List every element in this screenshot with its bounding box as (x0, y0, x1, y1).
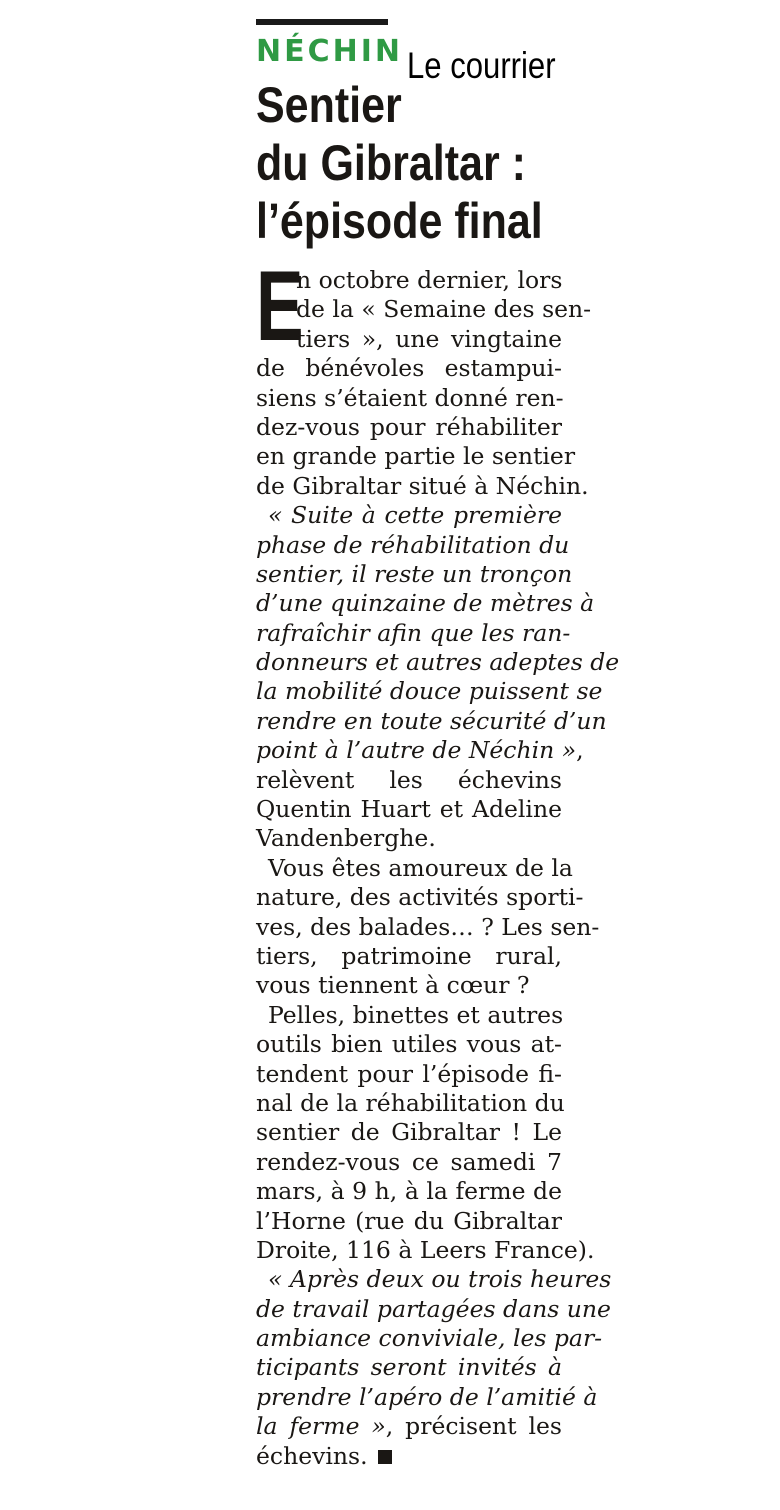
body-line: outils bien utiles vous at- (256, 1030, 562, 1059)
body-line: de Gibraltar situé à Néchin. (256, 471, 589, 500)
body-line: tendent pour l’épisode fi- (256, 1059, 562, 1088)
body-line: l’Horne (rue du Gibraltar (256, 1206, 562, 1235)
body-line: rendez-vous ce samedi 7 (256, 1147, 562, 1176)
body-fragment: échevins. (256, 1441, 368, 1470)
quote-fragment: point à l’autre de Néchin » (256, 736, 577, 765)
body-line: nature, des activités sporti- (256, 883, 584, 912)
body-line: sentier de Gibraltar ! Le (256, 1118, 562, 1147)
body-line: tiers », une vingtaine (296, 324, 562, 353)
body-line: Vandenberghe. (256, 824, 436, 853)
top-rule-divider (256, 19, 388, 25)
body-line: mars, à 9 h, à la ferme de (256, 1177, 562, 1206)
body-line: Vous êtes amoureux de la (268, 853, 573, 882)
quote-line: ticipants seront invités à (256, 1353, 562, 1382)
body-line: Pelles, binettes et autres (268, 1000, 564, 1029)
headline-line: du Gibraltar : (256, 135, 526, 191)
body-fragment: , (576, 736, 584, 765)
body-line: siens s’étaient donné ren- (256, 383, 564, 412)
body-line: de la « Semaine des sen- (296, 295, 592, 324)
quote-line: la mobilité douce puissent se (256, 677, 603, 706)
quote-line: « Suite à cette première (268, 501, 562, 530)
body-line: tiers, patrimoine rural, (256, 941, 562, 970)
body-line: de bénévoles estampui- (256, 354, 562, 383)
body-line: n octobre dernier, lors (296, 266, 563, 294)
quote-line: prendre l’apéro de l’amitié à (256, 1382, 598, 1411)
quote-line: d’une quinzaine de mètres à (256, 589, 595, 618)
location-kicker: NÉCHIN (256, 34, 403, 69)
body-fragment: , précisent les (385, 1412, 562, 1441)
body-line-mixed (256, 1412, 562, 1441)
body-line: nal de la réhabilitation du (256, 1088, 565, 1117)
body-line: relèvent les échevins (256, 765, 562, 794)
article-body (256, 250, 620, 1471)
quote-line: de travail partagées dans une (256, 1294, 611, 1323)
body-line: Droite, 116 à Leers France). (256, 1235, 595, 1264)
body-line: Quentin Huart et Adeline (256, 795, 562, 824)
quote-line: sentier, il reste un tronçon (256, 559, 573, 588)
quote-line: donneurs et autres adeptes de (256, 648, 620, 677)
end-of-article-square-icon (378, 1450, 392, 1464)
body-line: vous tiennent à cœur ? (256, 971, 530, 1000)
body-line: en grande partie le sentier (256, 442, 576, 471)
quote-line: « Après deux ou trois heures (268, 1265, 612, 1294)
headline-line: Sentier (256, 77, 402, 133)
quote-line: rafraîchir afin que les ran- (256, 618, 571, 647)
headline-line: l’épisode final (256, 193, 543, 249)
body-line-mixed (256, 736, 584, 765)
drop-cap: E (256, 250, 304, 361)
quote-line: rendre en toute sécurité d’un (256, 706, 607, 735)
body-line: ves, des balades… ? Les sen- (256, 912, 600, 941)
quote-line: phase de réhabilitation du (256, 530, 570, 559)
quote-line: ambiance conviviale, les par- (256, 1324, 603, 1353)
headline (256, 76, 543, 250)
source-label: Le courrier (407, 45, 556, 86)
body-line-end (256, 1442, 562, 1471)
quote-fragment: la ferme » (256, 1412, 386, 1441)
body-line: dez-vous pour réhabiliter (256, 412, 562, 441)
